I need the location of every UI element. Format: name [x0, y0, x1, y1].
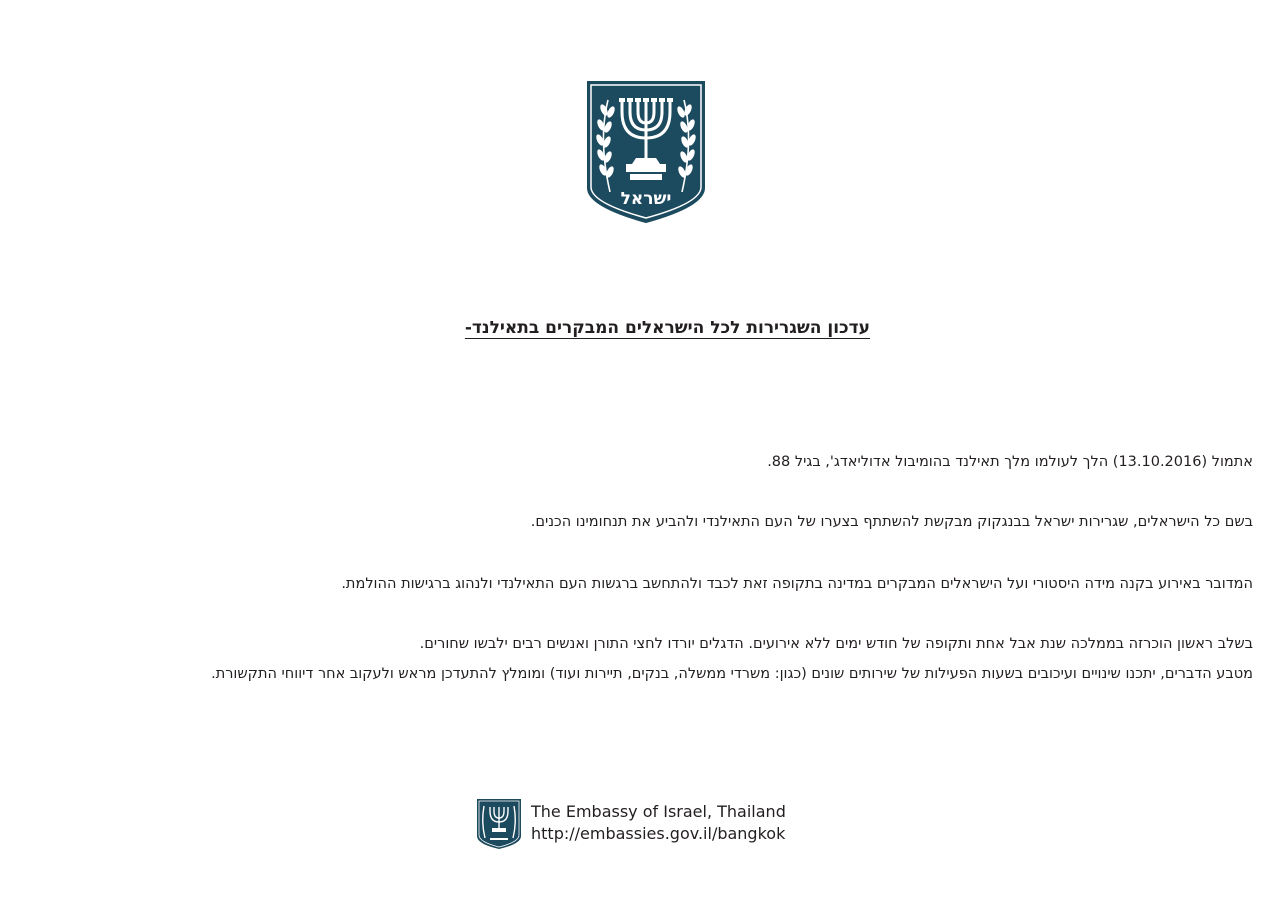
footer-contact	[531, 801, 786, 845]
page-title: עדכון השגרירות לכל הישראלים המבקרים בתאילנד-	[464, 318, 870, 338]
emblem-inscription: ישראל	[620, 189, 672, 209]
paragraph-3: המדובר באירוע בקנה מידה היסטורי ועל הישראלים המבקרים במדינה בתקופה זאת לכבד ולהתחשב ברגשות העם התאילנדי ולנהוג ברגישות ההולמת.	[341, 576, 1253, 592]
footer-url[interactable]: http://embassies.gov.il/bangkok	[531, 824, 786, 843]
paragraph-5: מטבע הדברים, יתכנו שינויים ועיכובים בשעות הפעילות של שירותים שונים (כגון: משרדי ממשלה, בנקים, תיירות ועוד) ומומלץ להתעדכן מראש ולעקוב אחר דיווחי התקשורת.	[211, 666, 1253, 682]
paragraph-4: בשלב ראשון הוכרזה בממלכה שנת אבל אחת ותקופה של חודש ימים ללא אירועים. הדגלים יורדו לחצי התורן ואנשים רבים ילבשו שחורים.	[419, 636, 1253, 652]
footer-embassy-name: The Embassy of Israel, Thailand	[531, 802, 786, 821]
paragraph-1: אתמול (13.10.2016) הלך לעולמו מלך תאילנד בהומיבול אדוליאדג', בגיל 88.	[767, 454, 1253, 470]
emblem-of-israel-icon	[586, 80, 706, 224]
paragraph-2: בשם כל הישראלים, שגרירות ישראל בבנגקוק מבקשת להשתתף בצערו של העם התאילנדי ולהביע את תנחומינו הכנים.	[530, 514, 1253, 530]
footer-emblem-icon	[476, 798, 522, 850]
